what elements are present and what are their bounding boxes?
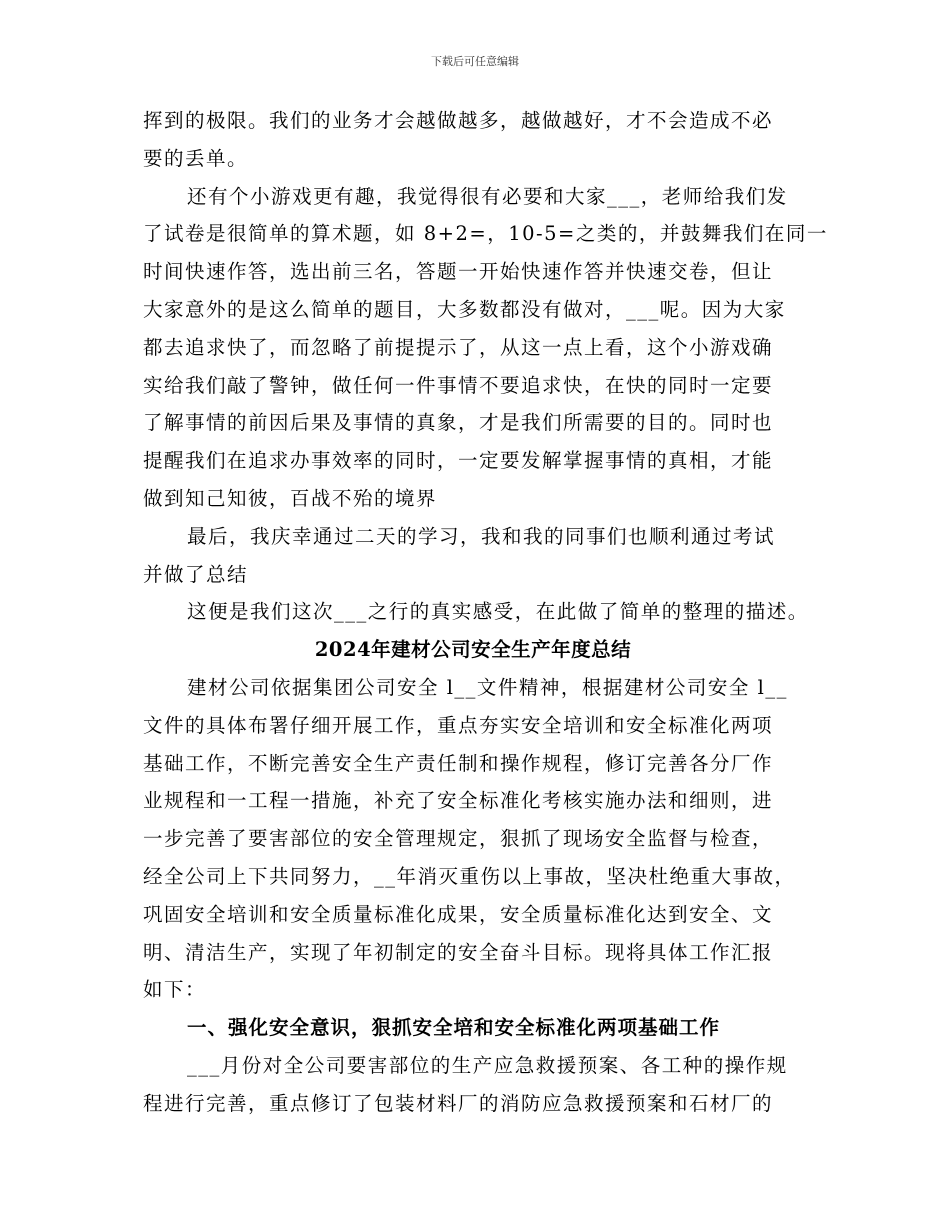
text-line: 要的丢单。 (143, 146, 249, 170)
text-line: 经全公司上下共同努力，__年消灭重伤以上事故，坚决杜绝重大事故， (143, 864, 796, 888)
text-line: 时间快速作答，选出前三名，答题一开始快速作答并快速交卷，但让 (143, 260, 774, 284)
text-line: ___月份对全公司要害部位的生产应急救援预案、各工种的操作规 (187, 1053, 788, 1077)
text-line: 一步完善了要害部位的安全管理规定，狠抓了现场安全监督与检查， (143, 827, 774, 851)
text-line: 了试卷是很简单的算术题，如 8+2=，10-5=之类的，并鼓舞我们在同一 (143, 222, 828, 246)
text-line: 文件的具体布署仔细开展工作，重点夯实安全培训和安全标准化两项 (143, 713, 774, 737)
text-line: 业规程和一工程一措施，补充了安全标准化考核实施办法和细则，进 (143, 789, 774, 813)
text-line: 建材公司依据集团公司安全 l__文件精神，根据建材公司安全 l__ (187, 675, 788, 699)
text-line: 巩固安全培训和安全质量标准化成果，安全质量标准化达到安全、文 (143, 902, 774, 926)
text-line: 还有个小游戏更有趣，我觉得很有必要和大家___，老师给我们发 (187, 184, 788, 208)
text-line: 挥到的极限。我们的业务才会越做越多，越做越好，才不会造成不必 (143, 109, 774, 132)
text-line: 做到知己知彼，百战不殆的境界 (143, 486, 438, 510)
text-line: 了解事情的前因后果及事情的真象，才是我们所需要的目的。同时也 (143, 411, 774, 435)
text-line: 最后，我庆幸通过二天的学习，我和我的同事们也顺利通过考试 (187, 524, 776, 548)
text-line: 基础工作，不断完善安全生产责任制和操作规程，修订完善各分厂作 (143, 751, 774, 775)
text-line: 大家意外的是这么简单的题目，大多数都没有做对，___呢。因为大家 (143, 297, 786, 321)
text-line: 程进行完善，重点修订了包装材料厂的消防应急救援预案和石材厂的 (143, 1091, 774, 1115)
text-line: 都去追求快了，而忽略了前提提示了，从这一点上看，这个小游戏确 (143, 335, 774, 359)
header-note: 下载后可任意编辑 (431, 55, 519, 68)
text-line: 如下： (143, 978, 207, 1002)
text-line: 提醒我们在追求办事效率的同时，一定要发解掌握事情的真相，才能 (143, 449, 774, 473)
text-line: 明、清洁生产，实现了年初制定的安全奋斗目标。现将具体工作汇报 (143, 940, 774, 964)
text-line: 这便是我们这次___之行的真实感受，在此做了简单的整理的描述。 (187, 600, 809, 624)
document-body (143, 102, 828, 1123)
text-line: 并做了总结 (143, 562, 249, 586)
text-line: 实给我们敲了警钟，做任何一件事情不要追求快，在快的同时一定要 (143, 373, 774, 397)
section-heading: 一、强化安全意识，狠抓安全培和安全标准化两项基础工作 (187, 1016, 721, 1040)
document-title: 2024年建材公司安全生产年度总结 (314, 638, 632, 662)
